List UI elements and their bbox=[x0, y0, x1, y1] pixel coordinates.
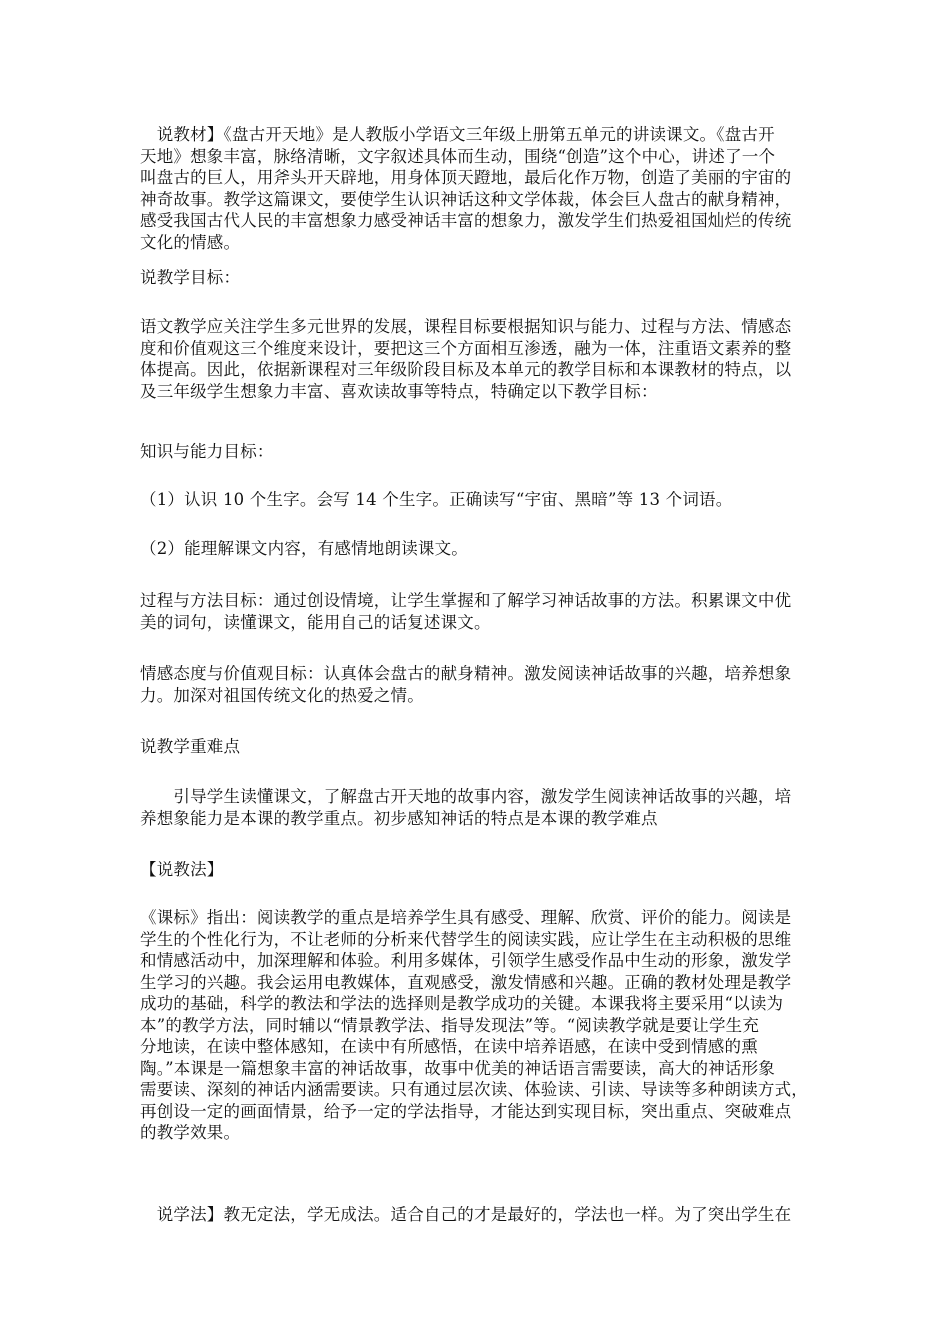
text-line: 感受我国古代人民的丰富想象力感受神话丰富的想象力，激发学生们热爱祖国灿烂的传统 bbox=[140, 211, 792, 230]
text-line: 说教材】《盘古开天地》是人教版小学语文三年级上册第五单元的讲读课文。《盘古开 bbox=[140, 125, 775, 144]
heading-teaching-goals: 说教学目标： bbox=[140, 268, 241, 287]
text-line: 本”的教学方法，同时辅以“情景教学法、指导发现法”等。“阅读教学就是要让学生充 bbox=[140, 1015, 760, 1035]
text-line: 神奇故事。教学这篇课文，要使学生认识神话这种文学体裁，体会巨人盘古的献身精神， bbox=[140, 189, 792, 209]
text-line: 力。加深对祖国传统文化的热爱之情。 bbox=[140, 685, 424, 705]
text-line: 美的词句，读懂课文，能用自己的话复述课文。 bbox=[140, 612, 491, 632]
text-line: 叫盘古的巨人，用斧头开天辟地，用身体顶天蹬地，最后化作万物，创造了美丽的宇宙的 bbox=[140, 168, 792, 187]
paragraph-key-points bbox=[140, 786, 830, 829]
text-line: 分地读，在读中整体感知，在读中有所感悟，在读中培养语感，在读中受到情感的熏 bbox=[140, 1037, 758, 1056]
text-line: 过程与方法目标：通过创设情境，让学生掌握和了解学习神话故事的方法。积累课文中优 bbox=[140, 591, 792, 610]
text-line: 文化的情感。 bbox=[140, 232, 241, 252]
text-line: 和情感活动中，加深理解和体验。利用多媒体，引领学生感受作品中生动的形象，激发学 bbox=[140, 951, 792, 970]
paragraph-teaching-goals bbox=[140, 316, 830, 402]
text-line: 语文教学应关注学生多元世界的发展，课程目标要根据知识与能力、过程与方法、情感态 bbox=[140, 317, 792, 336]
text-line: 情感态度与价值观目标：认真体会盘古的献身精神。激发阅读神话故事的兴趣，培养想象 bbox=[140, 664, 792, 683]
text-line: 成功的基础，科学的教法和学法的选择则是教学成功的关键。本课我将主要采用“以读为 bbox=[140, 994, 784, 1013]
text-line: 天地》想象丰富，脉络清晰，文字叙述具体而生动，围绕“创造”这个中心，讲述了一个 bbox=[140, 146, 776, 166]
text-line: 引导学生读懂课文，了解盘古开天地的故事内容，激发学生阅读神话故事的兴趣，培 bbox=[140, 787, 792, 806]
text-line: 学生的个性化行为，不让老师的分析来代替学生的阅读实践，应让学生在主动积极的思维 bbox=[140, 929, 792, 949]
text-line: 养想象能力是本课的教学重点。初步感知神话的特点是本课的教学难点 bbox=[140, 808, 658, 828]
list-item-1: （1）认识 10 个生字。会写 14 个生字。正确读写“宇宙、黑暗”等 13 个词语。 bbox=[140, 490, 733, 509]
heading-key-points: 说教学重难点 bbox=[140, 737, 241, 756]
text-line: 及三年级学生想象力丰富、喜欢读故事等特点，特确定以下教学目标： bbox=[140, 381, 658, 401]
list-item-2: （2）能理解课文内容，有感情地朗读课文。 bbox=[140, 539, 468, 558]
paragraph-teaching-method bbox=[140, 907, 840, 1144]
text-line: 体提高。因此，依据新课程对三年级阶段目标及本单元的教学目标和本课教材的特点，以 bbox=[140, 360, 792, 379]
text-line: 再创设一定的画面情景，给予一定的学法指导，才能达到实现目标，突出重点、突破难点 bbox=[140, 1101, 792, 1121]
paragraph-emotion-goals bbox=[140, 663, 830, 706]
paragraph-learning-method: 说学法】教无定法，学无成法。适合自己的才是最好的，学法也一样。为了突出学生在 bbox=[140, 1205, 792, 1224]
heading-teaching-method: 【说教法】 bbox=[140, 860, 224, 879]
heading-knowledge-goals: 知识与能力目标： bbox=[140, 442, 274, 461]
text-line: 需要读、深刻的神话内涵需要读。只有通过层次读、体验读、引读、导读等多种朗读方式， bbox=[140, 1080, 808, 1099]
text-line: 度和价值观这三个维度来设计，要把这三个方面相互渗透，融为一体，注重语文素养的整 bbox=[140, 338, 792, 358]
text-line: 陶。”本课是一篇想象丰富的神话故事，故事中优美的神话语言需要读，高大的神话形象 bbox=[140, 1058, 775, 1078]
text-line: 的教学效果。 bbox=[140, 1123, 241, 1142]
paragraph-process-goals bbox=[140, 590, 830, 633]
text-line: 《课标》指出：阅读教学的重点是培养学生具有感受、理解、欣赏、评价的能力。阅读是 bbox=[140, 908, 792, 927]
text-line: 生学习的兴趣。我会运用电教媒体，直观感受，激发情感和兴趣。正确的教材处理是教学 bbox=[140, 972, 792, 992]
paragraph-textbook bbox=[140, 124, 830, 253]
